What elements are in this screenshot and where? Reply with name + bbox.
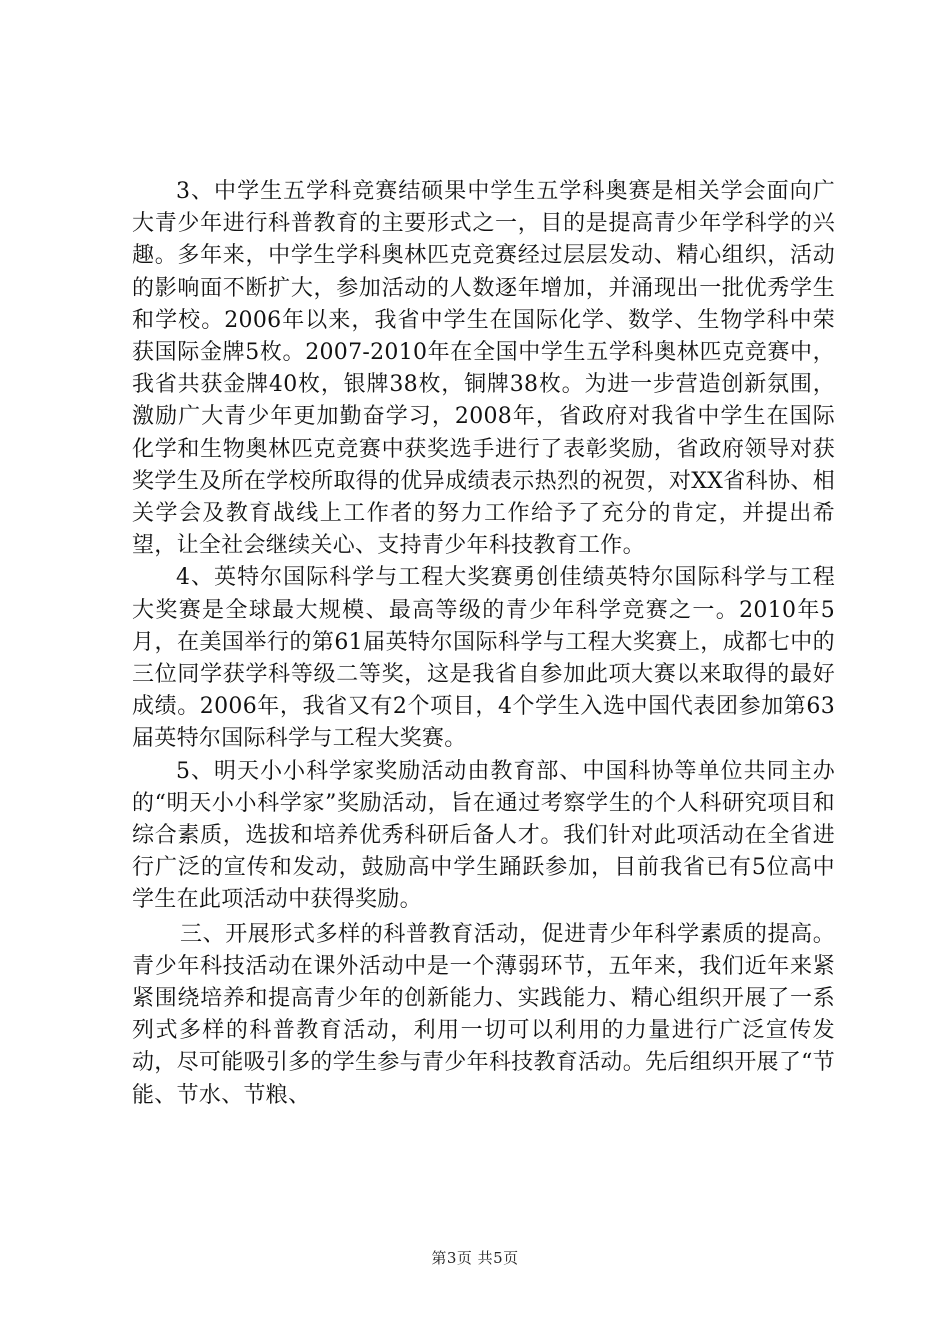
paragraph-section-three: 三、开展形式多样的科普教育活动，促进青少年科学素质的提高。青少年科技活动在课外活动中是一个薄弱环节，五年来，我们近年来紧紧围绕培养和提高青少年的创新能力、实践能力、精心组织开展了一系列式多样的科普教育活动，利用一切可以利用的力量进行广泛宣传发动，尽可能吸引多的学生参与青少年科技教育活动。先后组织开展了“节能、节水、节粮、	[132, 921, 835, 1108]
paragraph-intel-isef: 4、英特尔国际科学与工程大奖赛勇创佳绩英特尔国际科学与工程大奖赛是全球最大规模、最高等级的青少年科学竞赛之一。2010年5月，在美国举行的第61届英特尔国际科学与工程大奖赛上，成都七中的三位同学获学科等级二等奖，这是我省自参加此项大赛以来取得的最好成绩。2006年，我省又有2个项目，4个学生入选中国代表团参加第63届英特尔国际科学与工程大奖赛。	[132, 565, 835, 752]
page-number-footer: 第3页 共5页	[431, 1249, 519, 1267]
paragraph-subject-olympiad: 3、中学生五学科竞赛结硕果中学生五学科奥赛是相关学会面向广大青少年进行科普教育的主要形式之一，目的是提高青少年学科学的兴趣。多年来，中学生学科奥林匹克竞赛经过层层发动、精心组织，活动的影响面不断扩大，参加活动的人数逐年增加，并涌现出一批优秀学生和学校。2006年以来，我省中学生在国际化学、数学、生物学科中荣获国际金牌5枚。2007-2010年在全国中学生五学科奥林匹克竞赛中，我省共获金牌40枚，银牌38枚，铜牌38枚。为进一步营造创新氛围，激励广大青少年更加勤奋学习，2008年，省政府对我省中学生在国际化学和生物奥林匹克竞赛中获奖选手进行了表彰奖励，省政府领导对获奖学生及所在学校所取得的优异成绩表示热烈的祝贺，对XX省科协、相关学会及教育战线上工作者的努力工作给予了充分的肯定，并提出希望，让全社会继续关心、支持青少年科技教育工作。	[132, 179, 835, 559]
document-body	[132, 176, 835, 1112]
paragraph-young-scientist: 5、明天小小科学家奖励活动由教育部、中国科协等单位共同主办的“明天小小科学家”奖励活动，旨在通过考察学生的个人科研究项目和综合素质，选拔和培养优秀科研后备人才。我们针对此项活动在全省进行广泛的宣传和发动，鼓励高中学生踊跃参加，目前我省已有5位高中学生在此项活动中获得奖励。	[132, 758, 835, 913]
